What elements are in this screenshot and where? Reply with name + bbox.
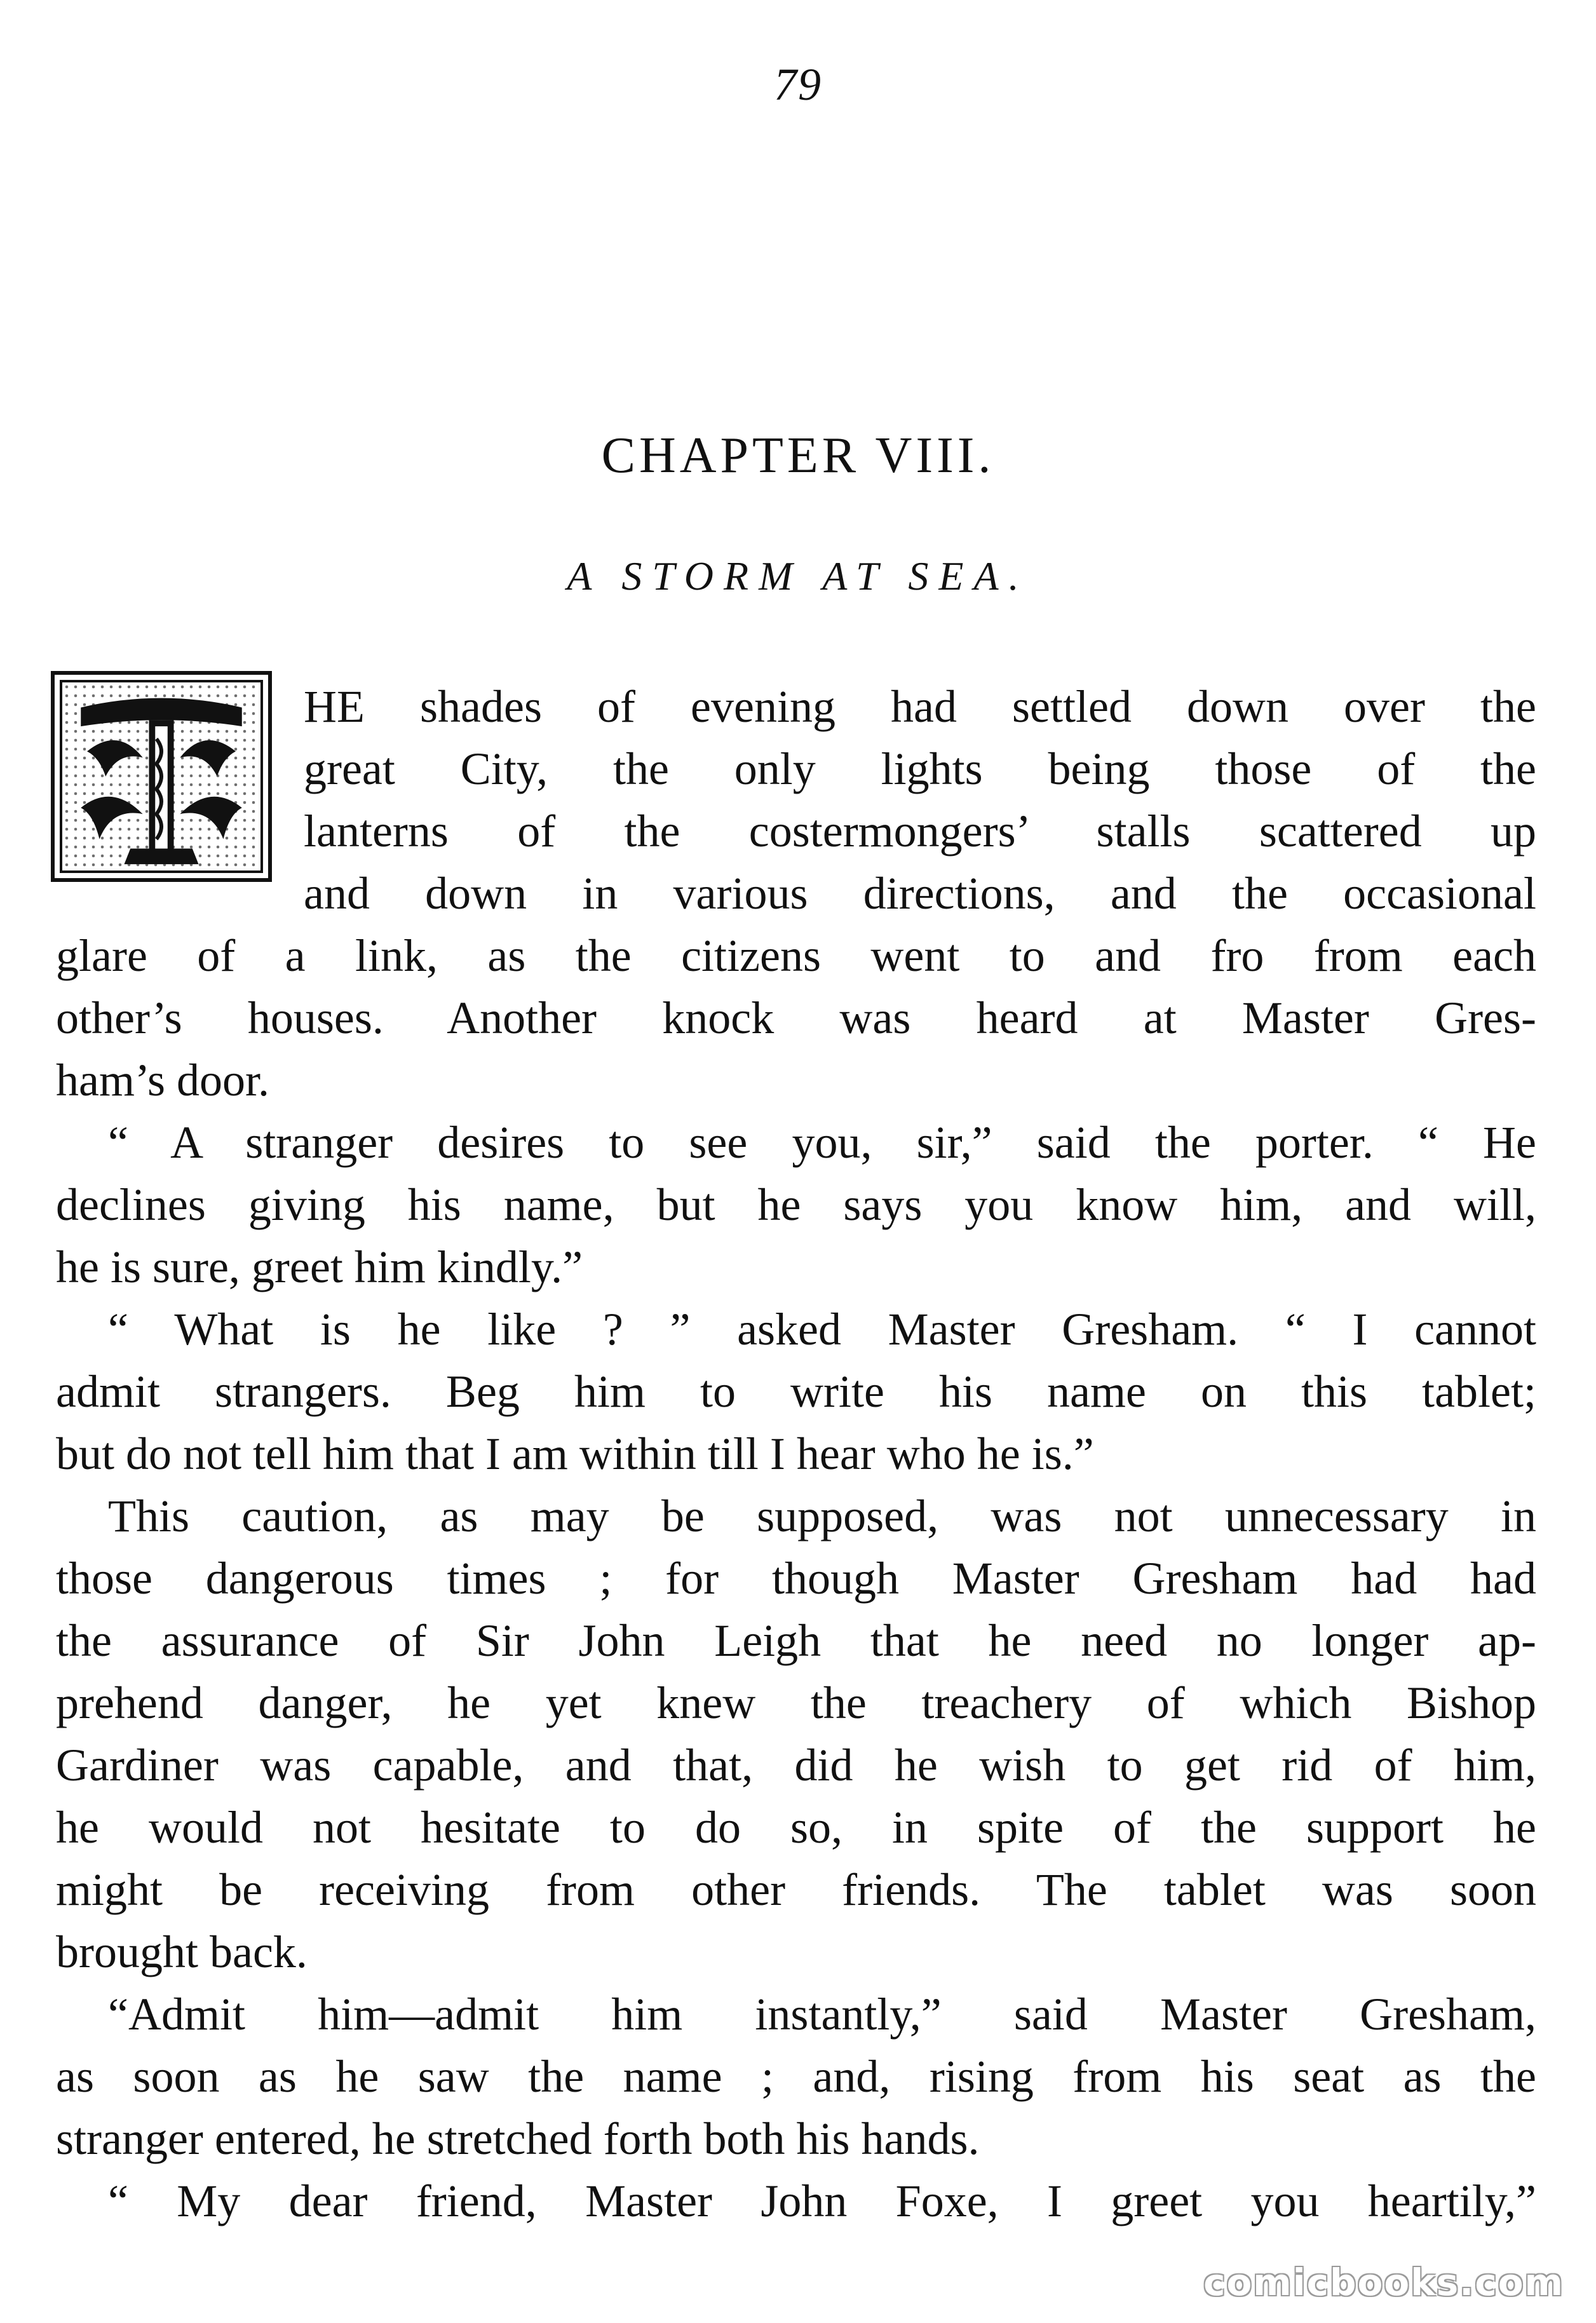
text-line: admit strangers. Beg him to write his name on this tablet; xyxy=(56,1366,1536,1417)
page-number: 79 xyxy=(774,59,822,110)
text-line: lanterns of the costermongers’ stalls scattered up xyxy=(304,806,1536,857)
chapter-title: CHAPTER VIII. xyxy=(601,428,995,484)
text-line: Gardiner was capable, and that, did he wish to get rid of him, xyxy=(56,1740,1536,1791)
text-line: and down in various directions, and the occasional xyxy=(304,868,1536,919)
text-line: as soon as he saw the name ; and, rising from his seat as the xyxy=(56,2051,1536,2102)
text-line: the assurance of Sir John Leigh that he need no longer ap- xyxy=(56,1615,1536,1666)
text-line: other’s houses. Another knock was heard at Master Gres- xyxy=(56,992,1536,1043)
text-line: “ A stranger desires to see you, sir,” said the porter. “ He xyxy=(108,1117,1536,1168)
chapter-subtitle: A STORM AT SEA. xyxy=(567,553,1029,599)
text-line: “ What is he like ? ” asked Master Gresham. “ I cannot xyxy=(108,1304,1536,1355)
text-line: those dangerous times ; for though Master Gresham had had xyxy=(56,1553,1536,1604)
text-line: stranger entered, he stretched forth both his hands. xyxy=(56,2113,980,2164)
text-line: declines giving his name, but he says you know him, and will, xyxy=(56,1179,1536,1230)
ornamental-drop-cap-icon xyxy=(51,671,272,882)
text-line: great City, the only lights being those of the xyxy=(304,743,1536,794)
text-line: brought back. xyxy=(56,1927,308,1977)
text-line: “Admit him—admit him instantly,” said Master Gresham, xyxy=(108,1989,1536,2040)
text-line: might be receiving from other friends. The tablet was soon xyxy=(56,1864,1536,1915)
text-line: ham’s door. xyxy=(56,1055,269,1106)
watermark: comicbooks.com xyxy=(1203,2261,1564,2304)
text-line: he is sure, greet him kindly.” xyxy=(56,1242,583,1292)
text-line: glare of a link, as the citizens went to and fro from each xyxy=(56,930,1536,981)
text-line: “ My dear friend, Master John Foxe, I greet you heartily,” xyxy=(108,2176,1536,2226)
text-line: he would not hesitate to do so, in spite of the support he xyxy=(56,1802,1536,1853)
text-line: HE shades of evening had settled down over the xyxy=(304,681,1536,732)
text-line: prehend danger, he yet knew the treachery of which Bishop xyxy=(56,1677,1536,1728)
text-line: but do not tell him that I am within till I hear who he is.” xyxy=(56,1428,1094,1479)
text-line: This caution, as may be supposed, was not unnecessary in xyxy=(108,1491,1536,1541)
drop-cap-letter-t-icon xyxy=(62,682,260,870)
